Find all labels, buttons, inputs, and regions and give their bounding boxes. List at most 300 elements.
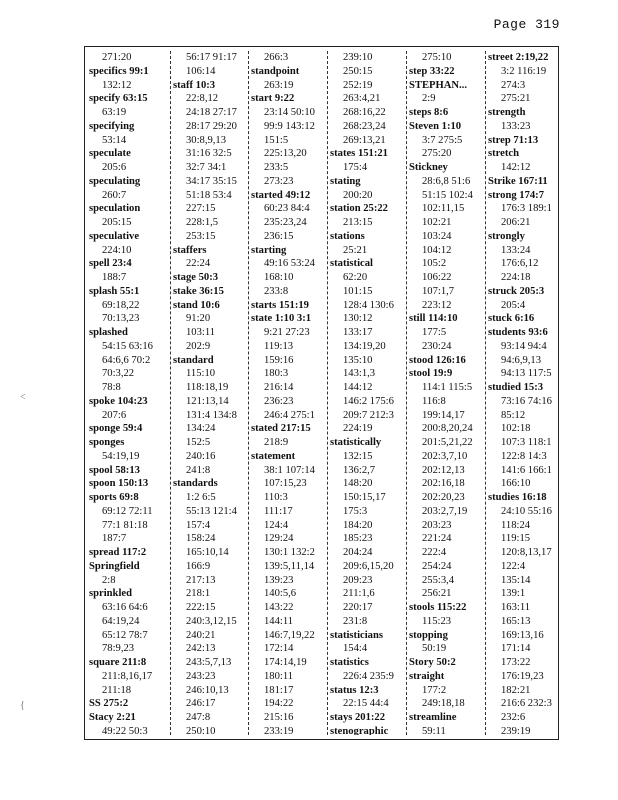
- page-line-ref: 211:8,16,17: [102, 670, 153, 682]
- page-line-ref: 56:17 91:17: [186, 52, 237, 63]
- page-line-ref: 240:21: [186, 629, 216, 641]
- page-line-ref: 225:13,20: [264, 148, 307, 160]
- index-term: steps 8:6: [409, 107, 449, 118]
- index-term: studied 15:3: [488, 382, 544, 393]
- index-term: sprinkled: [89, 588, 132, 600]
- page-line-ref: 3:2 116:19: [501, 65, 547, 77]
- page-line-ref: 232:6: [501, 712, 526, 723]
- page-line-ref: 235:23,24: [264, 217, 307, 228]
- column-divider: [485, 51, 486, 735]
- page-line-ref: 70:3,22: [102, 368, 135, 380]
- page-line-ref: 136:2,7: [343, 464, 376, 476]
- page-line-ref: 121:13,14: [186, 395, 229, 407]
- page-line-ref: 28:6,8 51:6: [422, 175, 471, 187]
- page-line-ref: 49:22 50:3: [102, 725, 148, 735]
- page-line-ref: 271:20: [102, 52, 132, 63]
- page-line-ref: 172:14: [264, 643, 294, 655]
- page-line-ref: 105:2: [422, 258, 447, 270]
- index-term: stenographic: [330, 725, 389, 735]
- index-term: stage 50:3: [173, 272, 219, 283]
- page-line-ref: 128:4 130:6: [343, 299, 394, 311]
- index-term: stuck 6:16: [488, 313, 535, 325]
- page-line-ref: 199:14,17: [422, 409, 465, 421]
- page-line-ref: 202:9: [186, 340, 211, 352]
- index-term: Strike 167:11: [488, 175, 548, 187]
- page-line-ref: 115:10: [186, 368, 216, 380]
- page-line-ref: 150:15,17: [343, 492, 386, 503]
- page-line-ref: 102:18: [501, 423, 531, 435]
- page-line-ref: 246:10,13: [186, 684, 229, 696]
- page-line-ref: 2:8: [102, 574, 116, 586]
- page-line-ref: 254:24: [422, 560, 452, 572]
- page-line-ref: 222:15: [186, 602, 216, 613]
- index-column-5: [409, 51, 484, 735]
- page-line-ref: 226:4 235:9: [343, 670, 394, 682]
- page-line-ref: 24:18 27:17: [186, 107, 237, 118]
- page-line-ref: 94:6,9,13: [501, 354, 542, 366]
- page-line-ref: 51:18 53:4: [186, 189, 232, 201]
- page-line-ref: 209:23: [343, 574, 373, 586]
- page-line-ref: 211:1,6: [343, 588, 375, 600]
- page-line-ref: 116:8: [422, 395, 446, 407]
- page-line-ref: 51:15 102:4: [422, 189, 473, 201]
- index-term: stated 217:15: [251, 423, 311, 435]
- page-line-ref: 28:17 29:20: [186, 120, 237, 132]
- page-line-ref: 202:16,18: [422, 478, 465, 490]
- page-line-ref: 118:24: [501, 519, 531, 531]
- index-term: standard: [173, 354, 214, 366]
- margin-mark: <: [20, 392, 26, 403]
- page-line-ref: 157:4: [186, 519, 211, 531]
- page-line-ref: 53:14: [102, 134, 127, 146]
- index-term: Stickney: [409, 162, 448, 173]
- index-term: STEPHAN...: [409, 79, 467, 91]
- index-term: specifics 99:1: [89, 65, 149, 77]
- page-line-ref: 54:15 63:16: [102, 340, 153, 352]
- page-line-ref: 176:3 189:1: [501, 203, 552, 215]
- index-term: specifying: [89, 120, 135, 132]
- page-line-ref: 142:12: [501, 162, 531, 173]
- index-column-4: [330, 51, 405, 735]
- page-line-ref: 205:6: [102, 162, 127, 173]
- page-line-ref: 275:21: [501, 93, 531, 105]
- index-term: spread 117:2: [89, 547, 147, 558]
- page-line-ref: 120:8,13,17: [501, 547, 552, 558]
- page-line-ref: 236:15: [264, 230, 294, 242]
- index-term: stool 19:9: [409, 368, 453, 380]
- page-line-ref: 139:5,11,14: [264, 560, 315, 572]
- page-line-ref: 182:21: [501, 684, 531, 696]
- page-line-ref: 99:9 143:12: [264, 120, 315, 132]
- page-line-ref: 110:3: [264, 492, 288, 503]
- page-line-ref: 31:16 32:5: [186, 148, 232, 160]
- index-term: stays 201:22: [330, 712, 386, 723]
- page-number: Page 319: [493, 17, 560, 32]
- page-line-ref: 233:19: [264, 725, 294, 735]
- index-term: stations: [330, 230, 365, 242]
- page-line-ref: 230:24: [422, 340, 452, 352]
- page-line-ref: 239:10: [343, 52, 373, 63]
- index-term: studies 16:18: [488, 492, 547, 503]
- index-term: state 1:10 3:1: [251, 313, 312, 325]
- index-term: streamline: [409, 712, 457, 723]
- index-term: stood 126:16: [409, 354, 466, 366]
- page-line-ref: 3:7 275:5: [422, 134, 463, 146]
- page-line-ref: 253:15: [186, 230, 216, 242]
- page-line-ref: 260:7: [102, 189, 127, 201]
- index-term: spoon 150:13: [89, 478, 149, 490]
- index-term: Stacy 2:21: [89, 712, 136, 723]
- page-line-ref: 64:19,24: [102, 615, 140, 627]
- page-line-ref: 217:13: [186, 574, 216, 586]
- index-term: stand 10:6: [173, 299, 220, 311]
- page-line-ref: 256:21: [422, 588, 452, 600]
- page-line-ref: 22:8,12: [186, 93, 219, 105]
- page-line-ref: 69:12 72:11: [102, 505, 153, 517]
- page-line-ref: 115:23: [422, 615, 452, 627]
- page-line-ref: 216:6 232:3: [501, 698, 552, 710]
- page-line-ref: 176:6,12: [501, 258, 539, 270]
- index-term: stretch: [488, 148, 519, 160]
- page-line-ref: 222:4: [422, 547, 447, 558]
- page-line-ref: 130:1 132:2: [264, 547, 315, 558]
- page-line-ref: 133:17: [343, 327, 373, 338]
- index-term: speculating: [89, 175, 141, 187]
- page-line-ref: 143:1,3: [343, 368, 376, 380]
- page-line-ref: 130:12: [343, 313, 373, 325]
- page-line-ref: 221:24: [422, 533, 452, 545]
- page-line-ref: 63:16 64:6: [102, 602, 148, 613]
- page-line-ref: 143:22: [264, 602, 294, 613]
- index-term: staffers: [173, 244, 207, 256]
- page-line-ref: 228:1,5: [186, 217, 219, 228]
- index-term: sponges: [89, 437, 125, 448]
- page-line-ref: 181:17: [264, 684, 294, 696]
- page-line-ref: 171:14: [501, 643, 531, 655]
- page-line-ref: 200:20: [343, 189, 373, 201]
- index-term: stools 115:22: [409, 602, 467, 613]
- page-line-ref: 220:17: [343, 602, 373, 613]
- page-line-ref: 30:8,9,13: [186, 134, 227, 146]
- page-line-ref: 169:13,16: [501, 629, 544, 641]
- page-line-ref: 129:24: [264, 533, 294, 545]
- page-line-ref: 102:11,15: [422, 203, 465, 215]
- page-line-ref: 1:2 6:5: [186, 492, 216, 503]
- page-line-ref: 60:23 84:4: [264, 203, 310, 215]
- index-term: statisticians: [330, 629, 383, 641]
- page-line-ref: 200:8,20,24: [422, 423, 473, 435]
- page-line-ref: 209:7 212:3: [343, 409, 394, 421]
- index-term: strep 71:13: [488, 134, 539, 146]
- page-line-ref: 106:14: [186, 65, 216, 77]
- page-line-ref: 103:24: [422, 230, 452, 242]
- page-line-ref: 249:18,18: [422, 698, 465, 710]
- index-term: struck 205:3: [488, 285, 545, 297]
- page-line-ref: 118:18,19: [186, 382, 229, 393]
- page-line-ref: 180:3: [264, 368, 289, 380]
- page-line-ref: 204:24: [343, 547, 373, 558]
- column-divider: [170, 51, 171, 735]
- page-line-ref: 146:2 175:6: [343, 395, 394, 407]
- page-line-ref: 224:10: [102, 244, 132, 256]
- page-line-ref: 211:18: [102, 684, 132, 696]
- index-term: staff 10:3: [173, 79, 216, 91]
- page-line-ref: 22:15 44:4: [343, 698, 389, 710]
- page-line-ref: 168:10: [264, 272, 294, 283]
- page-line-ref: 268:16,22: [343, 107, 386, 118]
- page-line-ref: 243:23: [186, 670, 216, 682]
- page-line-ref: 93:14 94:4: [501, 340, 547, 352]
- index-term: standpoint: [251, 65, 300, 77]
- page-line-ref: 209:6,15,20: [343, 560, 394, 572]
- index-term: strength: [488, 107, 526, 118]
- page-line-ref: 131:4 134:8: [186, 409, 237, 421]
- page-line-ref: 148:20: [343, 478, 373, 490]
- index-term: stake 36:15: [173, 285, 224, 297]
- page-line-ref: 185:23: [343, 533, 373, 545]
- page-line-ref: 78:8: [102, 382, 121, 393]
- page-line-ref: 132:15: [343, 450, 373, 462]
- page-line-ref: 119:13: [264, 340, 294, 352]
- index-term: statistically: [330, 437, 382, 448]
- page-line-ref: 55:13 121:4: [186, 505, 237, 517]
- page-line-ref: 64:6,6 70:2: [102, 354, 151, 366]
- index-term: square 211:8: [89, 657, 147, 668]
- column-divider: [406, 51, 407, 735]
- page-line-ref: 173:22: [501, 657, 531, 668]
- page-line-ref: 38:1 107:14: [264, 464, 315, 476]
- page-line-ref: 269:13,21: [343, 134, 386, 146]
- page-line-ref: 70:13,23: [102, 313, 140, 325]
- page-line-ref: 73:16 74:16: [501, 395, 552, 407]
- page-line-ref: 188:7: [102, 272, 127, 283]
- page-line-ref: 62:20: [343, 272, 368, 283]
- page-line-ref: 59:11: [422, 725, 446, 735]
- page-line-ref: 263:4,21: [343, 93, 381, 105]
- index-term: spell 23:4: [89, 258, 132, 270]
- page-line-ref: 224:18: [501, 272, 531, 283]
- page-line-ref: 216:14: [264, 382, 294, 393]
- page-line-ref: 207:6: [102, 409, 127, 421]
- page-line-ref: 65:12 78:7: [102, 629, 148, 641]
- page-line-ref: 103:11: [186, 327, 216, 338]
- page-line-ref: 49:16 53:24: [264, 258, 315, 270]
- index-term: students 93:6: [488, 327, 548, 338]
- page-line-ref: 158:24: [186, 533, 216, 545]
- index-column-1: [89, 51, 169, 735]
- index-column-3: [251, 51, 326, 735]
- page-line-ref: 255:3,4: [422, 574, 455, 586]
- index-term: sports 69:8: [89, 492, 139, 503]
- word-index-table: [84, 46, 559, 740]
- page-line-ref: 85:12: [501, 409, 526, 421]
- index-term: Story 50:2: [409, 657, 456, 668]
- page-line-ref: 166:9: [186, 560, 211, 572]
- page-line-ref: 163:11: [501, 602, 531, 613]
- page-line-ref: 203:23: [422, 519, 452, 531]
- page-line-ref: 154:4: [343, 643, 368, 655]
- page-line-ref: 187:7: [102, 533, 127, 545]
- page-line-ref: 275:20: [422, 148, 452, 160]
- page-line-ref: 233:8: [264, 285, 289, 297]
- column-divider: [248, 51, 249, 735]
- index-term: Springfield: [89, 560, 140, 572]
- page-line-ref: 134:24: [186, 423, 216, 435]
- column-divider: [327, 51, 328, 735]
- index-column-6: [488, 51, 558, 735]
- page-line-ref: 252:19: [343, 79, 373, 91]
- page-line-ref: 139:1: [501, 588, 526, 600]
- index-term: status 12:3: [330, 684, 379, 696]
- page-line-ref: 263:19: [264, 79, 294, 91]
- page-line-ref: 135:10: [343, 354, 373, 366]
- page-line-ref: 104:12: [422, 244, 452, 256]
- page-line-ref: 139:23: [264, 574, 294, 586]
- page-line-ref: 32:7 34:1: [186, 162, 227, 173]
- index-term: step 33:22: [409, 65, 455, 77]
- page-line-ref: 101:15: [343, 285, 373, 297]
- index-term: stopping: [409, 629, 448, 641]
- page-line-ref: 135:14: [501, 574, 531, 586]
- index-term: statistical: [330, 258, 373, 270]
- page-line-ref: 34:17 35:15: [186, 175, 237, 187]
- page-line-ref: 176:19,23: [501, 670, 544, 682]
- page-line-ref: 268:23,24: [343, 120, 386, 132]
- page-line-ref: 133:23: [501, 120, 531, 132]
- page-line-ref: 205:15: [102, 217, 132, 228]
- page-line-ref: 54:19,19: [102, 450, 140, 462]
- page-line-ref: 206:21: [501, 217, 531, 228]
- page-line-ref: 243:5,7,13: [186, 657, 232, 668]
- index-term: spoke 104:23: [89, 395, 148, 407]
- index-term: speculate: [89, 148, 131, 160]
- page-line-ref: 202:20,23: [422, 492, 465, 503]
- page-line-ref: 94:13 117:5: [501, 368, 552, 380]
- page-line-ref: 134:19,20: [343, 340, 386, 352]
- index-term: strong 174:7: [488, 189, 545, 201]
- page-line-ref: 102:21: [422, 217, 452, 228]
- page-line-ref: 111:17: [264, 505, 293, 517]
- page-line-ref: 227:15: [186, 203, 216, 215]
- page-line-ref: 24:10 55:16: [501, 505, 552, 517]
- page-line-ref: 273:23: [264, 175, 294, 187]
- index-term: speculation: [89, 203, 141, 215]
- index-term: SS 275:2: [89, 698, 129, 710]
- page-line-ref: 224:19: [343, 423, 373, 435]
- page-line-ref: 274:3: [501, 79, 526, 91]
- page-line-ref: 180:11: [264, 670, 294, 682]
- page-line-ref: 151:5: [264, 134, 289, 146]
- page-line-ref: 205:4: [501, 299, 526, 311]
- page-line-ref: 25:21: [343, 244, 368, 256]
- page-line-ref: 250:15: [343, 65, 373, 77]
- page-line-ref: 69:18,22: [102, 299, 140, 311]
- page-line-ref: 140:5,6: [264, 588, 297, 600]
- page-line-ref: 23:14 50:10: [264, 107, 315, 118]
- index-term: splash 55:1: [89, 285, 140, 297]
- index-term: splashed: [89, 327, 128, 338]
- index-term: states 151:21: [330, 148, 388, 160]
- page-line-ref: 107:1,7: [422, 285, 455, 297]
- page-line-ref: 177:5: [422, 327, 447, 338]
- page-line-ref: 132:12: [102, 79, 132, 91]
- page-line-ref: 246:4 275:1: [264, 409, 315, 421]
- page-line-ref: 165:10,14: [186, 547, 229, 558]
- page-line-ref: 266:3: [264, 52, 289, 63]
- page-line-ref: 202:12,13: [422, 464, 465, 476]
- index-term: sponge 59:4: [89, 423, 143, 435]
- page-line-ref: 233:5: [264, 162, 289, 173]
- page-line-ref: 124:4: [264, 519, 289, 531]
- index-term: spool 58:13: [89, 464, 140, 476]
- index-term: stating: [330, 175, 361, 187]
- page-line-ref: 114:1 115:5: [422, 382, 473, 393]
- page-line-ref: 50:19: [422, 643, 447, 655]
- page-line-ref: 177:2: [422, 684, 447, 696]
- page-line-ref: 203:2,7,19: [422, 505, 468, 517]
- index-term: Steven 1:10: [409, 120, 462, 132]
- page-line-ref: 174:14,19: [264, 657, 307, 668]
- page-line-ref: 141:6 166:1: [501, 464, 552, 476]
- index-term: straight: [409, 670, 445, 682]
- page-line-ref: 91:20: [186, 313, 211, 325]
- index-term: specify 63:15: [89, 93, 148, 105]
- index-term: still 114:10: [409, 313, 458, 325]
- page-line-ref: 218:1: [186, 588, 211, 600]
- page-line-ref: 242:13: [186, 643, 216, 655]
- index-term: station 25:22: [330, 203, 388, 215]
- index-term: starts 151:19: [251, 299, 309, 311]
- page-line-ref: 240:16: [186, 450, 216, 462]
- page-line-ref: 175:3: [343, 505, 368, 517]
- page-line-ref: 133:24: [501, 244, 531, 256]
- index-term: strongly: [488, 230, 525, 242]
- page-line-ref: 231:8: [343, 615, 368, 627]
- page-line-ref: 144:11: [264, 615, 294, 627]
- page-line-ref: 236:23: [264, 395, 294, 407]
- page-line-ref: 202:3,7,10: [422, 450, 468, 462]
- index-term: standards: [173, 478, 218, 490]
- margin-mark: {: [20, 700, 25, 711]
- page-line-ref: 240:3,12,15: [186, 615, 237, 627]
- index-term: start 9:22: [251, 93, 295, 105]
- page-line-ref: 159:16: [264, 354, 294, 366]
- page-line-ref: 239:19: [501, 725, 531, 735]
- page-line-ref: 122:4: [501, 560, 526, 572]
- page-line-ref: 146:7,19,22: [264, 629, 315, 641]
- page-line-ref: 184:20: [343, 519, 373, 531]
- index-column-2: [173, 51, 247, 735]
- page-line-ref: 119:15: [501, 533, 531, 545]
- index-term: street 2:19,22: [488, 52, 549, 63]
- page-line-ref: 250:10: [186, 725, 216, 735]
- page-line-ref: 201:5,21,22: [422, 437, 473, 448]
- page-line-ref: 9:21 27:23: [264, 327, 310, 338]
- page-line-ref: 144:12: [343, 382, 373, 393]
- page-line-ref: 246:17: [186, 698, 216, 710]
- page-line-ref: 107:15,23: [264, 478, 307, 490]
- page-line-ref: 122:8 14:3: [501, 450, 547, 462]
- page-line-ref: 175:4: [343, 162, 368, 173]
- index-term: started 49:12: [251, 189, 311, 201]
- page-line-ref: 247:8: [186, 712, 211, 723]
- page-line-ref: 78:9,23: [102, 643, 135, 655]
- page-line-ref: 218:9: [264, 437, 289, 448]
- page-line-ref: 165:13: [501, 615, 531, 627]
- page-line-ref: 106:22: [422, 272, 452, 283]
- page-line-ref: 63:19: [102, 107, 127, 118]
- page-line-ref: 107:3 118:1: [501, 437, 552, 448]
